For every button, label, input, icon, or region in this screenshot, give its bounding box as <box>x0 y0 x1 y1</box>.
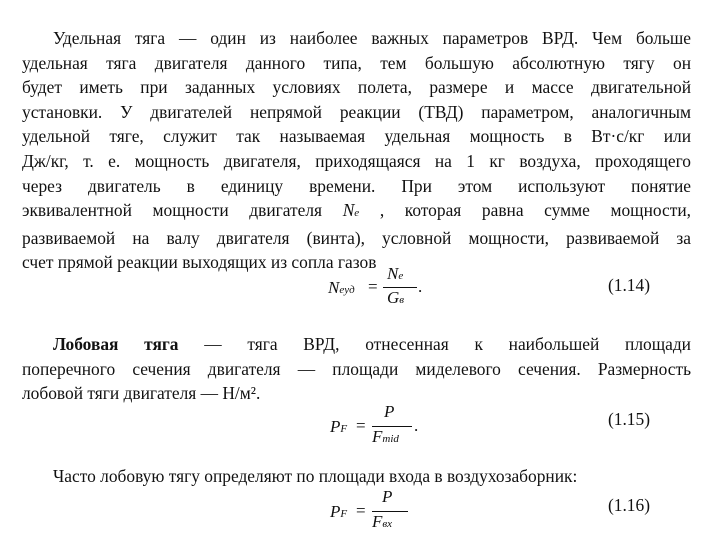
numerator: P <box>384 402 395 421</box>
paragraph-specific-thrust <box>22 26 691 275</box>
formula-lhs: PF <box>330 502 348 521</box>
denominator: Gв <box>387 288 405 307</box>
text-line: Удельная тяга — один из наиболее важных параметров ВРД. Чем больше <box>53 28 691 48</box>
text-segment: эквивалентной мощности двигателя <box>22 200 323 221</box>
fraction <box>372 402 412 450</box>
paragraph-frontal-thrust <box>22 332 691 406</box>
text-line: Дж/кг, т. е. мощность двигателя, приходящаяся на 1 кг воздуха, проходящего <box>22 150 691 171</box>
text-line: удельная тяга двигателя данного типа, тем большую абсолютную тягу он <box>22 52 691 73</box>
symbol-ne: Ne <box>342 200 360 221</box>
text-line: Часто лобовую тягу определяют по площади входа в воздухозаборник: <box>53 466 578 486</box>
formula-frontal-thrust-inlet <box>330 487 440 535</box>
formula-frontal-thrust <box>330 402 440 450</box>
fraction <box>372 487 408 535</box>
text-line: удельной тяге, служит так называемая удельная мощность в Вт·с/кг или <box>22 126 691 147</box>
text-line: развиваемой на валу двигателя (винта), условной мощности, развиваемой за <box>22 227 691 248</box>
numerator: P <box>382 487 393 506</box>
equals-sign: = <box>356 416 366 435</box>
formula-lhs: PF <box>330 417 348 436</box>
term-frontal-thrust: Лобовая тяга <box>53 334 179 354</box>
text-line: через двигатель в единицу времени. При этом используют понятие <box>22 175 691 196</box>
text-line: лобовой тяги двигателя — Н/м². <box>22 383 261 404</box>
text-line: установки. У двигателей непрямой реакции (ТВД) параметром, аналогичным <box>22 101 691 122</box>
text-line: будет иметь при заданных условиях полета, размере и массе двигательной <box>22 77 691 98</box>
paragraph-inlet-area <box>22 464 691 489</box>
equation-number: (1.16) <box>607 495 650 515</box>
formula-specific-power <box>328 266 448 312</box>
denominator: Fвх <box>372 512 393 531</box>
text-line-equivalent-power <box>22 198 691 226</box>
fraction <box>383 266 417 312</box>
text-line: счет прямой реакции выходящих из сопла газов <box>22 252 377 273</box>
text-line: Лобовая тяга — тяга ВРД, отнесенная к наибольшей площади <box>53 334 691 354</box>
formula-lhs: Nеуд <box>328 278 355 297</box>
text-segment: , которая равна сумме мощности, <box>379 200 691 221</box>
equals-sign: = <box>356 501 366 520</box>
formula-dot: . <box>418 277 423 296</box>
denominator: Fmid <box>372 427 399 446</box>
equation-number: (1.15) <box>607 409 650 429</box>
equals-sign: = <box>368 277 378 296</box>
formula-dot: . <box>414 416 419 435</box>
text-line: поперечного сечения двигателя — площади миделевого сечения. Размерность <box>22 358 691 379</box>
equation-number: (1.14) <box>607 275 650 295</box>
numerator: Ne <box>387 264 404 283</box>
